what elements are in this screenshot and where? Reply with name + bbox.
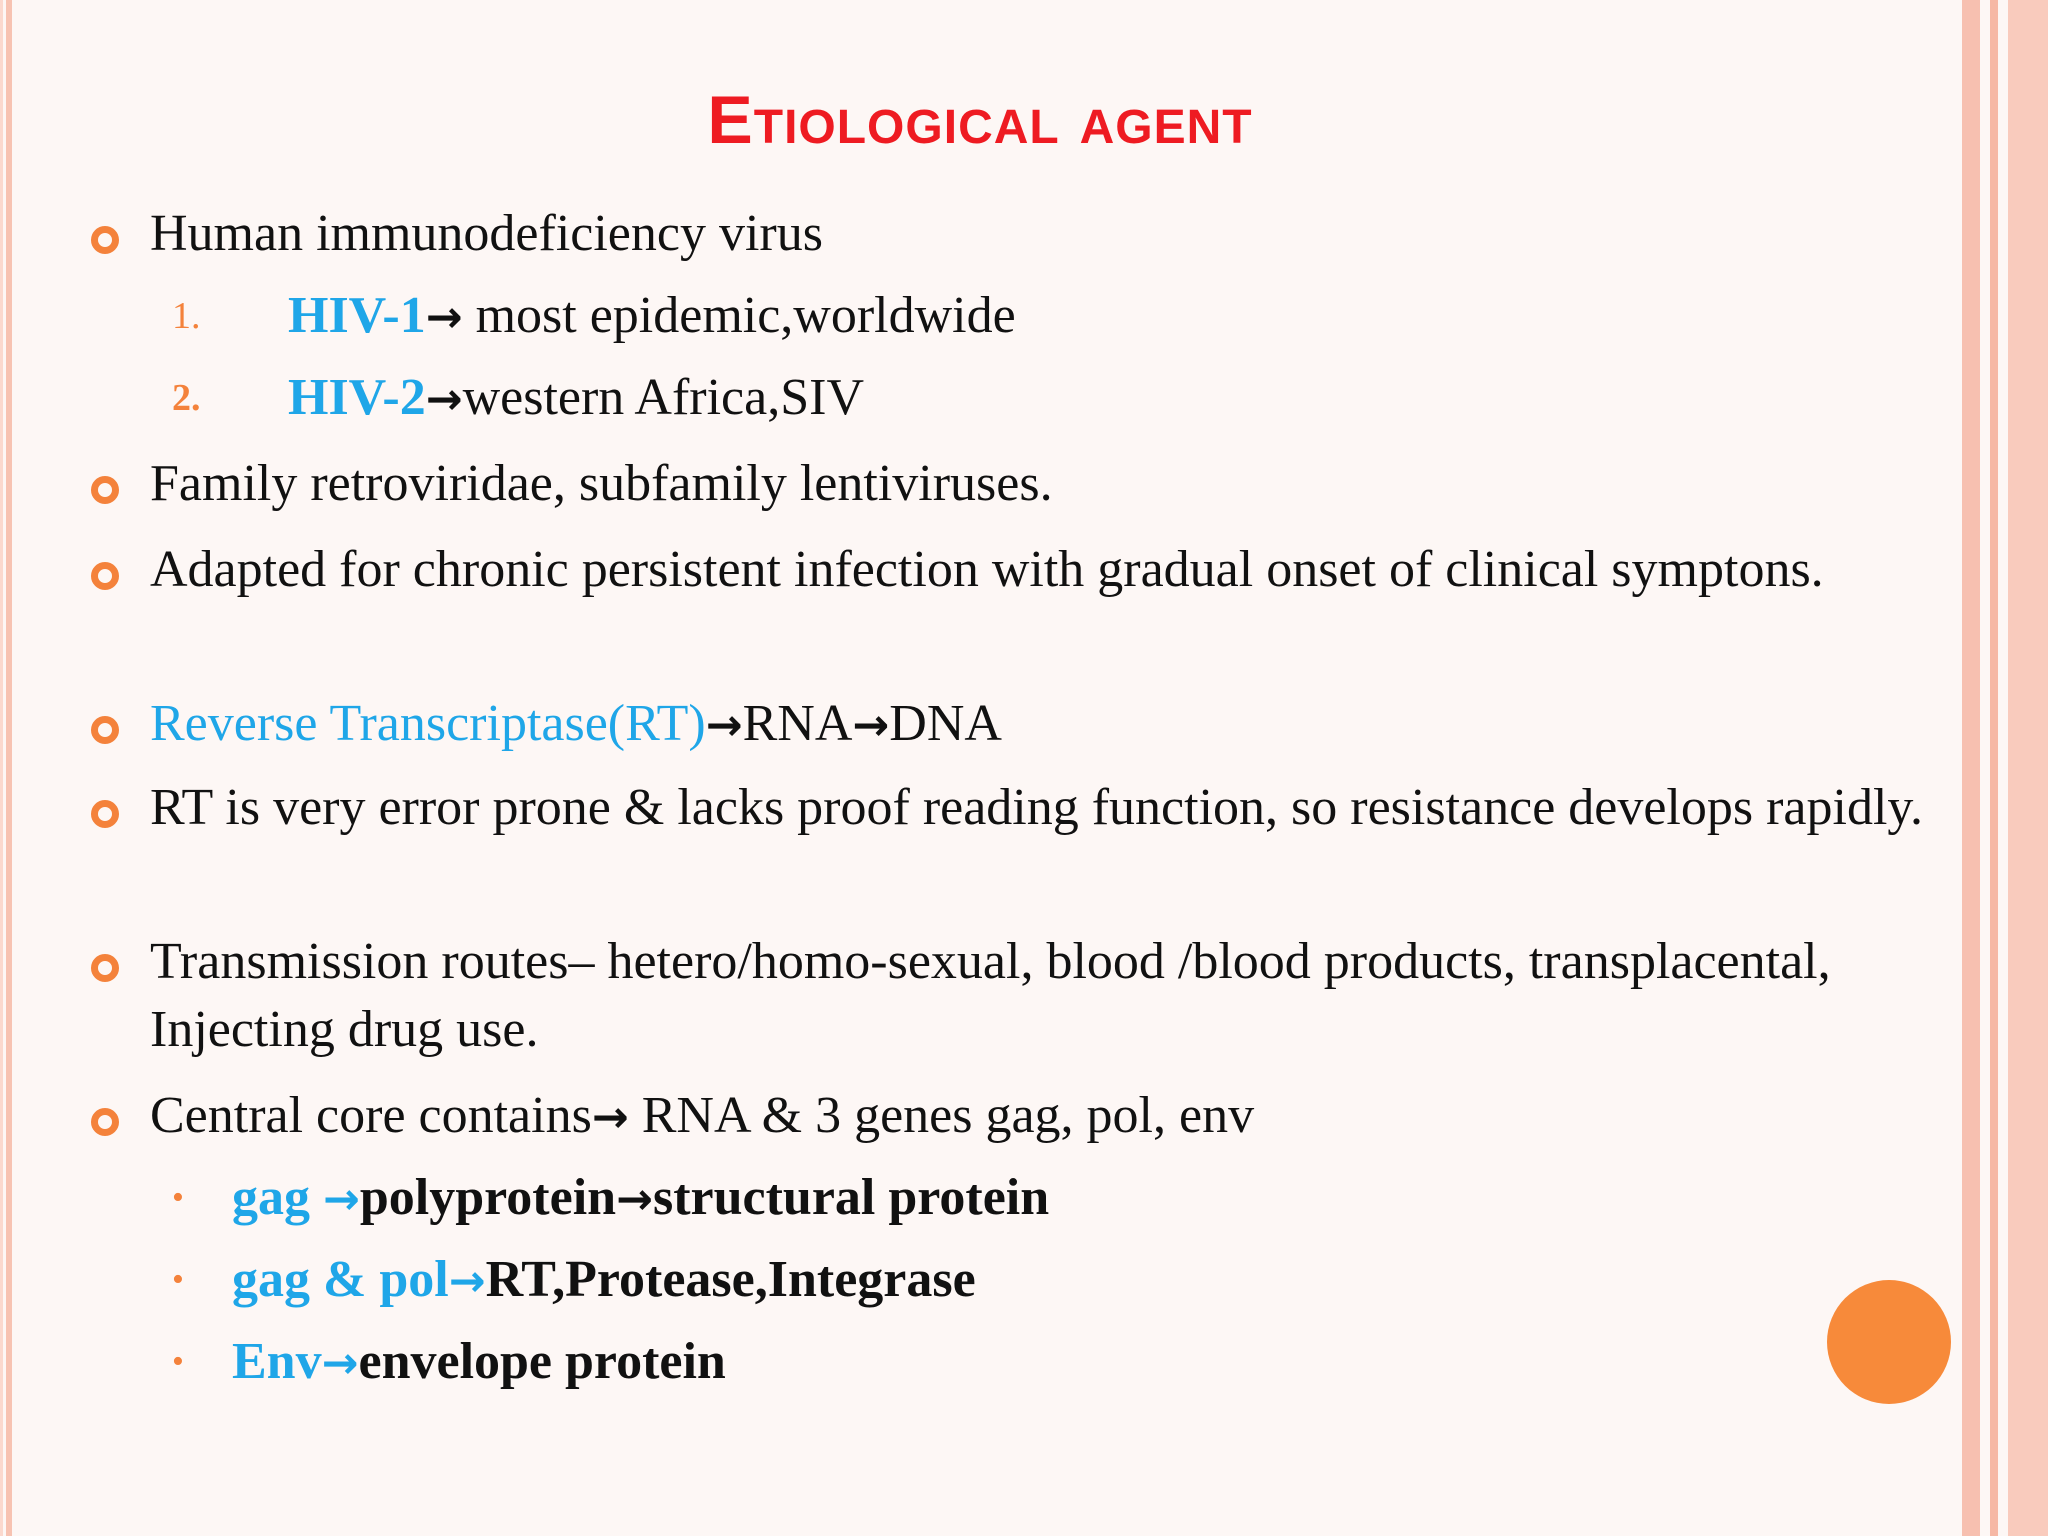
arrow-right-icon: →: [425, 374, 463, 425]
arrow-right-icon: →: [591, 1092, 629, 1143]
hiv-2-description: western Africa,SIV: [462, 369, 865, 426]
bullet-text: RT is very error prone & lacks proof reading function, so resistance develops rapidly.: [150, 779, 1924, 836]
arrow-right-icon: →: [705, 700, 743, 751]
slide-title: Etiological agent: [707, 82, 1253, 158]
gene-item-text: [232, 1164, 1049, 1234]
bullet-ring-icon: [91, 954, 119, 982]
arrow-right-icon: →: [616, 1174, 653, 1225]
arrow-right-icon: →: [425, 292, 463, 343]
bullet-text: Transmission routes– hetero/homo-sexual, blood /blood products, transplacental, Injecting drug use.: [150, 933, 1831, 1058]
bullet-ring-icon: [91, 1108, 119, 1136]
arrow-right-icon: →: [323, 1174, 360, 1225]
list-number: 1.: [172, 295, 201, 337]
bullet-text: [150, 690, 1930, 760]
hiv-2-label: HIV-2: [288, 369, 426, 426]
gene-product: RT,Protease,Integrase: [485, 1251, 976, 1308]
gene-name: gag: [232, 1169, 323, 1226]
arrow-right-icon: →: [852, 700, 890, 751]
gene-name: gag & pol: [232, 1251, 449, 1308]
bullet-ring-icon: [91, 226, 119, 254]
bullet-text: [150, 1082, 1930, 1152]
bullet-text: Family retroviridae, subfamily lentiviruses.: [150, 455, 1053, 512]
gene-intermediate: polyprotein: [359, 1169, 617, 1226]
list-number: 2.: [172, 377, 201, 419]
bullet-text: Adapted for chronic persistent infection with gradual onset of clinical symptons.: [150, 541, 1824, 598]
bullet-text: Human immunodeficiency virus: [150, 205, 823, 262]
hiv-1-label: HIV-1: [288, 287, 426, 344]
bullet-ring-icon: [91, 800, 119, 828]
numbered-item-text: [288, 282, 1016, 352]
gene-product: structural protein: [652, 1169, 1050, 1226]
right-decorative-border: [1960, 0, 2048, 1536]
bullet-ring-icon: [91, 562, 119, 590]
reverse-transcriptase-term: Reverse Transcriptase(RT): [150, 695, 706, 752]
hiv-1-description: most epidemic,worldwide: [462, 287, 1016, 344]
gene-name: Env: [232, 1333, 322, 1390]
arrow-right-icon: →: [321, 1338, 359, 1389]
rna-term: RNA: [742, 695, 853, 752]
bullet-ring-icon: [91, 476, 119, 504]
arrow-right-icon: →: [448, 1256, 486, 1307]
genes-text: RNA & 3 genes gag, pol, env: [628, 1087, 1255, 1144]
numbered-item-text: [288, 364, 864, 434]
gene-item-text: [232, 1246, 976, 1316]
bullet-dot-icon: •: [172, 1261, 184, 1298]
dna-term: DNA: [889, 695, 1002, 752]
bullet-ring-icon: [91, 716, 119, 744]
central-core-text: Central core contains: [150, 1087, 592, 1144]
decorative-orange-circle: [1827, 1280, 1951, 1404]
gene-product: envelope protein: [358, 1333, 726, 1390]
gene-item-text: [232, 1328, 726, 1398]
bullet-dot-icon: •: [172, 1179, 184, 1216]
bullet-dot-icon: •: [172, 1343, 184, 1380]
